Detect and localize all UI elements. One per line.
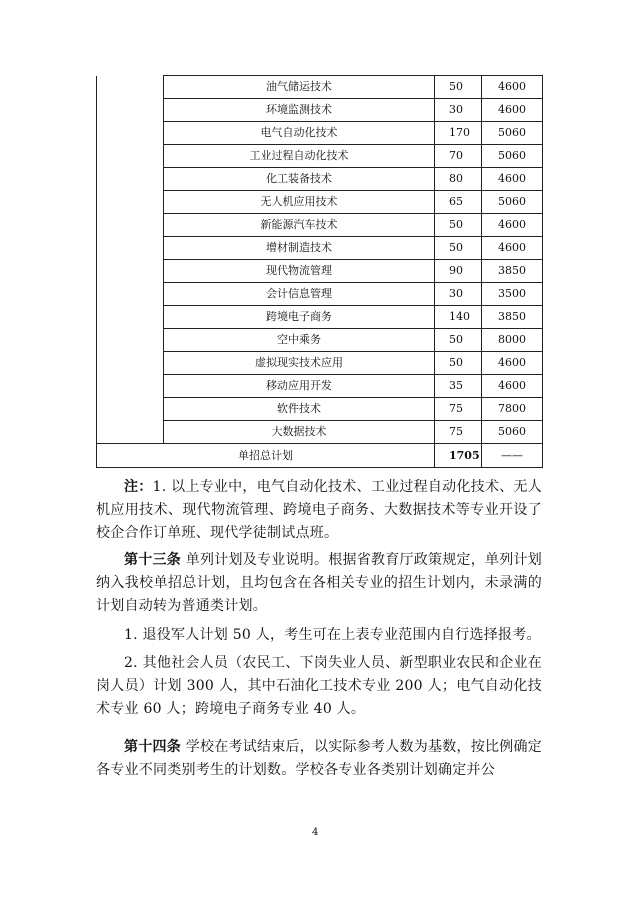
major-name-cell: 虚拟现实技术应用 — [164, 352, 435, 375]
total-plan-cell: 1705 — [435, 444, 482, 468]
note-text: 1. 以上专业中，电气自动化技术、工业过程自动化技术、无人机应用技术、现代物流管理、跨境电子商务、大数据技术等专业开设了校企合作订单班、现代学徒制试点班。 — [96, 479, 542, 541]
total-label-cell: 单招总计划 — [97, 444, 435, 468]
major-name-cell: 无人机应用技术 — [164, 191, 435, 214]
plan-count-cell: 30 — [435, 283, 482, 306]
tuition-cell: 4600 — [482, 214, 543, 237]
tuition-cell: 5060 — [482, 145, 543, 168]
plan-count-cell: 35 — [435, 375, 482, 398]
tuition-cell: 5060 — [482, 191, 543, 214]
note-label: 注： — [124, 479, 153, 495]
article-13-text: 单列计划及专业说明。根据省教育厅政策规定，单列计划纳入我校单招总计划，且均包含在各相关专业的招生计划内，未录满的计划自动转为普通类计划。 — [96, 552, 543, 614]
plan-count-cell: 140 — [435, 306, 482, 329]
tuition-cell: 5060 — [482, 421, 543, 444]
plan-count-cell: 50 — [435, 329, 482, 352]
major-name-cell: 移动应用开发 — [164, 375, 435, 398]
plan-count-cell: 75 — [435, 398, 482, 421]
article-14-title: 第十四条 — [124, 739, 182, 755]
note-paragraph — [96, 476, 542, 545]
table-row — [97, 237, 543, 260]
plan-count-cell: 75 — [435, 421, 482, 444]
tuition-cell: 3500 — [482, 283, 543, 306]
page-number: 4 — [312, 827, 319, 838]
major-name-cell: 增材制造技术 — [164, 237, 435, 260]
plan-count-cell: 170 — [435, 122, 482, 145]
major-name-cell: 空中乘务 — [164, 329, 435, 352]
table-row — [97, 375, 543, 398]
major-name-cell: 环境监测技术 — [164, 99, 435, 122]
plan-count-cell: 90 — [435, 260, 482, 283]
tuition-cell: 4600 — [482, 237, 543, 260]
table-row — [97, 122, 543, 145]
plan-count-cell: 50 — [435, 214, 482, 237]
table-row — [97, 283, 543, 306]
article-13-title: 第十三条 — [124, 552, 182, 568]
major-name-cell: 工业过程自动化技术 — [164, 145, 435, 168]
tuition-cell: 3850 — [482, 306, 543, 329]
item-2-paragraph: 2. 其他社会人员（农民工、下岗失业人员、新型职业农民和企业在岗人员）计划 300 人，其中石油化工技术专业 200 人；电气自动化技术专业 60 人；跨境电子商务专业 40 人。 — [96, 655, 542, 717]
major-name-cell: 会计信息管理 — [164, 283, 435, 306]
table-row — [97, 421, 543, 444]
tuition-cell: 3850 — [482, 260, 543, 283]
major-name-cell: 油气储运技术 — [164, 76, 435, 99]
major-name-cell: 软件技术 — [164, 398, 435, 421]
major-name-cell: 化工装备技术 — [164, 168, 435, 191]
major-name-cell: 大数据技术 — [164, 421, 435, 444]
tuition-cell: 8000 — [482, 329, 543, 352]
tuition-cell: 4600 — [482, 352, 543, 375]
table-row — [97, 191, 543, 214]
item-1-paragraph: 1. 退役军人计划 50 人，考生可在上表专业范围内自行选择报考。 — [124, 627, 541, 643]
major-name-cell: 电气自动化技术 — [164, 122, 435, 145]
article-14-text: 学校在考试结束后，以实际参考人数为基数，按比例确定各专业不同类别考生的计划数。学校各专业各类别计划确定并公 — [96, 739, 543, 778]
plan-count-cell: 50 — [435, 76, 482, 99]
table-row — [97, 329, 543, 352]
table-row — [97, 352, 543, 375]
tuition-cell: 4600 — [482, 375, 543, 398]
article-13-paragraph — [96, 549, 542, 618]
tuition-cell: 4600 — [482, 76, 543, 99]
table-left-merged-cell — [97, 76, 164, 444]
major-name-cell: 跨境电子商务 — [164, 306, 435, 329]
article-14-paragraph — [96, 736, 542, 782]
table-row — [97, 260, 543, 283]
plan-count-cell: 80 — [435, 168, 482, 191]
major-name-cell: 现代物流管理 — [164, 260, 435, 283]
plan-count-cell: 65 — [435, 191, 482, 214]
enrollment-plan-table — [96, 75, 543, 468]
total-row — [97, 444, 543, 468]
major-name-cell: 新能源汽车技术 — [164, 214, 435, 237]
plan-count-cell: 30 — [435, 99, 482, 122]
table-row — [97, 214, 543, 237]
plan-count-cell: 70 — [435, 145, 482, 168]
table-row — [97, 99, 543, 122]
tuition-cell: 4600 — [482, 99, 543, 122]
table-row — [97, 306, 543, 329]
plan-count-cell: 50 — [435, 352, 482, 375]
table-row — [97, 168, 543, 191]
plan-count-cell: 50 — [435, 237, 482, 260]
tuition-cell: 4600 — [482, 168, 543, 191]
table-row — [97, 145, 543, 168]
tuition-cell: 5060 — [482, 122, 543, 145]
tuition-cell: 7800 — [482, 398, 543, 421]
table-row — [97, 398, 543, 421]
total-fee-cell: —— — [482, 444, 543, 468]
